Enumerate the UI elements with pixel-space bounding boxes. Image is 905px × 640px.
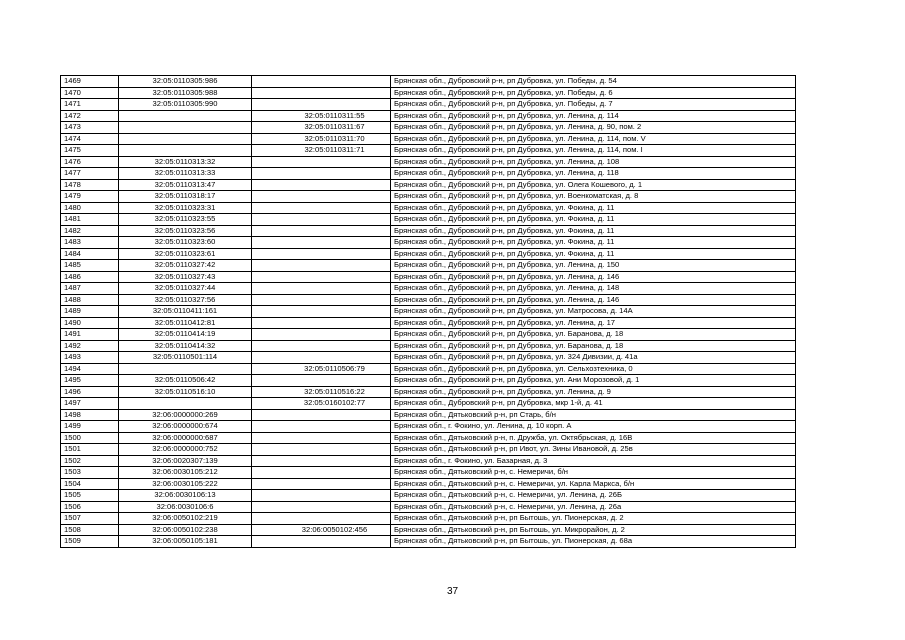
cadastral-number-cell: 32:06:0000000:687 (119, 432, 252, 444)
address-cell: Брянская обл., Дубровский р-н, рп Дубровка, ул. Фокина, д. 11 (391, 248, 796, 260)
row-number-cell: 1494 (61, 363, 119, 375)
related-cadastral-number-cell: 32:06:0050102:456 (252, 524, 391, 536)
related-cadastral-number-cell (252, 432, 391, 444)
row-number-cell: 1472 (61, 110, 119, 122)
related-cadastral-number-cell (252, 340, 391, 352)
related-cadastral-number-cell (252, 501, 391, 513)
table-row (61, 329, 796, 341)
related-cadastral-number-cell: 32:05:0110506:79 (252, 363, 391, 375)
row-number-cell: 1508 (61, 524, 119, 536)
related-cadastral-number-cell (252, 237, 391, 249)
address-cell: Брянская обл., г. Фокино, ул. Ленина, д. 10 корп. А (391, 421, 796, 433)
row-number-cell: 1480 (61, 202, 119, 214)
address-cell: Брянская обл., Дубровский р-н, рп Дубровка, ул. Ленина, д. 9 (391, 386, 796, 398)
cadastral-number-cell: 32:06:0050102:219 (119, 513, 252, 525)
row-number-cell: 1469 (61, 76, 119, 88)
table-row (61, 398, 796, 410)
row-number-cell: 1489 (61, 306, 119, 318)
table-row (61, 145, 796, 157)
address-cell: Брянская обл., Дубровский р-н, рп Дубровка, ул. Баранова, д. 18 (391, 329, 796, 341)
address-cell: Брянская обл., Дятьковский р-н, рп Бытошь, ул. Пионерская, д. 68а (391, 536, 796, 548)
related-cadastral-number-cell: 32:05:0110311:67 (252, 122, 391, 134)
cadastral-number-cell: 32:06:0050102:238 (119, 524, 252, 536)
cadastral-number-cell: 32:05:0110411:161 (119, 306, 252, 318)
row-number-cell: 1481 (61, 214, 119, 226)
table-row (61, 444, 796, 456)
cadastral-number-cell: 32:06:0050105:181 (119, 536, 252, 548)
cadastral-number-cell: 32:05:0110313:47 (119, 179, 252, 191)
cadastral-number-cell (119, 363, 252, 375)
row-number-cell: 1490 (61, 317, 119, 329)
row-number-cell: 1506 (61, 501, 119, 513)
table-row (61, 536, 796, 548)
address-cell: Брянская обл., Дубровский р-н, рп Дубровка, ул. Военкоматская, д. 8 (391, 191, 796, 203)
related-cadastral-number-cell (252, 214, 391, 226)
cadastral-number-cell: 32:06:0000000:752 (119, 444, 252, 456)
cadastral-number-cell: 32:06:0030105:222 (119, 478, 252, 490)
address-cell: Брянская обл., Дубровский р-н, рп Дубровка, ул. Баранова, д. 18 (391, 340, 796, 352)
table-row (61, 409, 796, 421)
row-number-cell: 1486 (61, 271, 119, 283)
related-cadastral-number-cell (252, 283, 391, 295)
address-cell: Брянская обл., Дятьковский р-н, рп Ивот, ул. Зины Ивановой, д. 25в (391, 444, 796, 456)
address-cell: Брянская обл., Дятьковский р-н, рп Бытошь, ул. Микрорайон, д. 2 (391, 524, 796, 536)
cadastral-number-cell: 32:05:0110323:31 (119, 202, 252, 214)
table-row (61, 179, 796, 191)
address-cell: Брянская обл., Дубровский р-н, рп Дубровка, ул. Фокина, д. 11 (391, 225, 796, 237)
related-cadastral-number-cell (252, 409, 391, 421)
row-number-cell: 1476 (61, 156, 119, 168)
table-row (61, 156, 796, 168)
table-row (61, 513, 796, 525)
cadastral-number-cell: 32:05:0110501:114 (119, 352, 252, 364)
related-cadastral-number-cell (252, 478, 391, 490)
address-cell: Брянская обл., Дятьковский р-н, с. Немеричи, ул. Карла Маркса, б/н (391, 478, 796, 490)
table-row (61, 352, 796, 364)
related-cadastral-number-cell (252, 329, 391, 341)
cadastral-number-cell: 32:05:0110305:988 (119, 87, 252, 99)
table-row (61, 168, 796, 180)
row-number-cell: 1499 (61, 421, 119, 433)
address-cell: Брянская обл., Дятьковский р-н, с. Немеричи, б/н (391, 467, 796, 479)
address-cell: Брянская обл., Дятьковский р-н, рп Бытошь, ул. Пионерская, д. 2 (391, 513, 796, 525)
address-cell: Брянская обл., Дубровский р-н, рп Дубровка, ул. Ленина, д. 114, пом. I (391, 145, 796, 157)
cadastral-number-cell: 32:05:0110323:55 (119, 214, 252, 226)
cadastral-number-cell: 32:06:0000000:674 (119, 421, 252, 433)
address-cell: Брянская обл., Дубровский р-н, рп Дубровка, ул. Ленина, д. 108 (391, 156, 796, 168)
row-number-cell: 1478 (61, 179, 119, 191)
table-row (61, 191, 796, 203)
address-cell: Брянская обл., Дубровский р-н, рп Дубровка, ул. Ленина, д. 150 (391, 260, 796, 272)
related-cadastral-number-cell (252, 271, 391, 283)
related-cadastral-number-cell (252, 202, 391, 214)
related-cadastral-number-cell (252, 455, 391, 467)
page-number: 37 (446, 586, 459, 597)
row-number-cell: 1497 (61, 398, 119, 410)
address-cell: Брянская обл., Дубровский р-н, рп Дубровка, мкр 1-й, д. 41 (391, 398, 796, 410)
row-number-cell: 1482 (61, 225, 119, 237)
address-cell: Брянская обл., Дятьковский р-н, п. Дружба, ул. Октябрьская, д. 16В (391, 432, 796, 444)
address-cell: Брянская обл., Дубровский р-н, рп Дубровка, ул. Победы, д. 6 (391, 87, 796, 99)
table-row (61, 421, 796, 433)
row-number-cell: 1507 (61, 513, 119, 525)
row-number-cell: 1477 (61, 168, 119, 180)
related-cadastral-number-cell (252, 536, 391, 548)
related-cadastral-number-cell: 32:05:0110311:70 (252, 133, 391, 145)
related-cadastral-number-cell (252, 99, 391, 111)
related-cadastral-number-cell (252, 87, 391, 99)
cadastral-number-cell: 32:06:0020307:139 (119, 455, 252, 467)
row-number-cell: 1500 (61, 432, 119, 444)
row-number-cell: 1484 (61, 248, 119, 260)
related-cadastral-number-cell (252, 248, 391, 260)
address-cell: Брянская обл., Дятьковский р-н, с. Немеричи, ул. Ленина, д. 26а (391, 501, 796, 513)
table-row (61, 306, 796, 318)
table-row (61, 317, 796, 329)
address-cell: Брянская обл., Дубровский р-н, рп Дубровка, ул. Ленина, д. 146 (391, 271, 796, 283)
cadastral-number-cell (119, 110, 252, 122)
row-number-cell: 1475 (61, 145, 119, 157)
row-number-cell: 1473 (61, 122, 119, 134)
table-row (61, 478, 796, 490)
related-cadastral-number-cell (252, 225, 391, 237)
address-cell: Брянская обл., Дубровский р-н, рп Дубровка, ул. Победы, д. 54 (391, 76, 796, 88)
related-cadastral-number-cell (252, 490, 391, 502)
row-number-cell: 1491 (61, 329, 119, 341)
row-number-cell: 1493 (61, 352, 119, 364)
property-table (60, 75, 796, 548)
table-row (61, 363, 796, 375)
cadastral-number-cell: 32:05:0110516:10 (119, 386, 252, 398)
cadastral-number-cell: 32:05:0110318:17 (119, 191, 252, 203)
row-number-cell: 1470 (61, 87, 119, 99)
cadastral-number-cell: 32:05:0110305:986 (119, 76, 252, 88)
related-cadastral-number-cell (252, 76, 391, 88)
cadastral-number-cell: 32:05:0110412:81 (119, 317, 252, 329)
cadastral-number-cell: 32:05:0110327:44 (119, 283, 252, 295)
property-table-body (61, 76, 796, 548)
related-cadastral-number-cell (252, 168, 391, 180)
related-cadastral-number-cell (252, 191, 391, 203)
row-number-cell: 1483 (61, 237, 119, 249)
row-number-cell: 1501 (61, 444, 119, 456)
address-cell: Брянская обл., Дубровский р-н, рп Дубровка, ул. Фокина, д. 11 (391, 237, 796, 249)
row-number-cell: 1504 (61, 478, 119, 490)
address-cell: Брянская обл., Дубровский р-н, рп Дубровка, ул. Олега Кошевого, д. 1 (391, 179, 796, 191)
row-number-cell: 1471 (61, 99, 119, 111)
table-row (61, 490, 796, 502)
address-cell: Брянская обл., Дятьковский р-н, с. Немеричи, ул. Ленина, д. 26Б (391, 490, 796, 502)
table-row (61, 283, 796, 295)
address-cell: Брянская обл., Дубровский р-н, рп Дубровка, ул. Ленина, д. 114 (391, 110, 796, 122)
related-cadastral-number-cell (252, 317, 391, 329)
address-cell: Брянская обл., Дубровский р-н, рп Дубровка, ул. Сельхозтехника, 0 (391, 363, 796, 375)
address-cell: Брянская обл., Дубровский р-н, рп Дубровка, ул. Ани Морозовой, д. 1 (391, 375, 796, 387)
related-cadastral-number-cell: 32:05:0160102:77 (252, 398, 391, 410)
cadastral-number-cell: 32:05:0110305:990 (119, 99, 252, 111)
related-cadastral-number-cell (252, 375, 391, 387)
address-cell: Брянская обл., Дубровский р-н, рп Дубровка, ул. Ленина, д. 17 (391, 317, 796, 329)
row-number-cell: 1496 (61, 386, 119, 398)
table-row (61, 375, 796, 387)
address-cell: Брянская обл., Дубровский р-н, рп Дубровка, ул. Матросова, д. 14А (391, 306, 796, 318)
table-row (61, 87, 796, 99)
cadastral-number-cell: 32:05:0110414:32 (119, 340, 252, 352)
address-cell: Брянская обл., Дубровский р-н, рп Дубровка, ул. Победы, д. 7 (391, 99, 796, 111)
address-cell: Брянская обл., Дубровский р-н, рп Дубровка, ул. Фокина, д. 11 (391, 214, 796, 226)
table-row (61, 110, 796, 122)
related-cadastral-number-cell (252, 513, 391, 525)
table-row (61, 122, 796, 134)
related-cadastral-number-cell: 32:05:0110516:22 (252, 386, 391, 398)
cadastral-number-cell: 32:05:0110323:61 (119, 248, 252, 260)
table-row (61, 260, 796, 272)
row-number-cell: 1505 (61, 490, 119, 502)
related-cadastral-number-cell: 32:05:0110311:71 (252, 145, 391, 157)
cadastral-number-cell: 32:05:0110414:19 (119, 329, 252, 341)
address-cell: Брянская обл., Дубровский р-н, рп Дубровка, ул. Ленина, д. 148 (391, 283, 796, 295)
cadastral-number-cell: 32:05:0110506:42 (119, 375, 252, 387)
row-number-cell: 1492 (61, 340, 119, 352)
cadastral-number-cell: 32:05:0110327:43 (119, 271, 252, 283)
table-row (61, 202, 796, 214)
related-cadastral-number-cell (252, 306, 391, 318)
cadastral-number-cell: 32:06:0030106:6 (119, 501, 252, 513)
related-cadastral-number-cell (252, 294, 391, 306)
cadastral-number-cell: 32:06:0000000:269 (119, 409, 252, 421)
related-cadastral-number-cell (252, 260, 391, 272)
cadastral-number-cell (119, 398, 252, 410)
row-number-cell: 1509 (61, 536, 119, 548)
row-number-cell: 1474 (61, 133, 119, 145)
cadastral-number-cell: 32:05:0110327:56 (119, 294, 252, 306)
table-row (61, 76, 796, 88)
row-number-cell: 1488 (61, 294, 119, 306)
table-row (61, 214, 796, 226)
related-cadastral-number-cell (252, 467, 391, 479)
cadastral-number-cell: 32:05:0110313:32 (119, 156, 252, 168)
table-row (61, 386, 796, 398)
cadastral-number-cell: 32:06:0030106:13 (119, 490, 252, 502)
related-cadastral-number-cell (252, 179, 391, 191)
cadastral-number-cell: 32:05:0110323:60 (119, 237, 252, 249)
cadastral-number-cell: 32:06:0030105:212 (119, 467, 252, 479)
row-number-cell: 1502 (61, 455, 119, 467)
cadastral-number-cell: 32:05:0110323:56 (119, 225, 252, 237)
table-row (61, 432, 796, 444)
address-cell: Брянская обл., Дубровский р-н, рп Дубровка, ул. Ленина, д. 118 (391, 168, 796, 180)
cadastral-number-cell (119, 133, 252, 145)
table-row (61, 271, 796, 283)
cadastral-number-cell (119, 122, 252, 134)
table-row (61, 501, 796, 513)
address-cell: Брянская обл., Дубровский р-н, рп Дубровка, ул. Ленина, д. 90, пом. 2 (391, 122, 796, 134)
row-number-cell: 1487 (61, 283, 119, 295)
cadastral-number-cell: 32:05:0110313:33 (119, 168, 252, 180)
address-cell: Брянская обл., Дятьковский р-н, рп Старь, б/н (391, 409, 796, 421)
address-cell: Брянская обл., Дубровский р-н, рп Дубровка, ул. 324 Дивизии, д. 41а (391, 352, 796, 364)
table-row (61, 225, 796, 237)
related-cadastral-number-cell (252, 352, 391, 364)
address-cell: Брянская обл., Дубровский р-н, рп Дубровка, ул. Ленина, д. 146 (391, 294, 796, 306)
address-cell: Брянская обл., Дубровский р-н, рп Дубровка, ул. Ленина, д. 114, пом. V (391, 133, 796, 145)
table-row (61, 248, 796, 260)
table-row (61, 294, 796, 306)
row-number-cell: 1498 (61, 409, 119, 421)
related-cadastral-number-cell (252, 156, 391, 168)
table-row (61, 340, 796, 352)
table-row (61, 99, 796, 111)
row-number-cell: 1495 (61, 375, 119, 387)
row-number-cell: 1503 (61, 467, 119, 479)
table-row (61, 237, 796, 249)
address-cell: Брянская обл., Дубровский р-н, рп Дубровка, ул. Фокина, д. 11 (391, 202, 796, 214)
table-row (61, 455, 796, 467)
table-row (61, 524, 796, 536)
row-number-cell: 1479 (61, 191, 119, 203)
related-cadastral-number-cell (252, 444, 391, 456)
row-number-cell: 1485 (61, 260, 119, 272)
related-cadastral-number-cell: 32:05:0110311:55 (252, 110, 391, 122)
cadastral-number-cell: 32:05:0110327:42 (119, 260, 252, 272)
address-cell: Брянская обл., г. Фокино, ул. Базарная, д. 3 (391, 455, 796, 467)
table-row (61, 133, 796, 145)
related-cadastral-number-cell (252, 421, 391, 433)
cadastral-number-cell (119, 145, 252, 157)
table-row (61, 467, 796, 479)
